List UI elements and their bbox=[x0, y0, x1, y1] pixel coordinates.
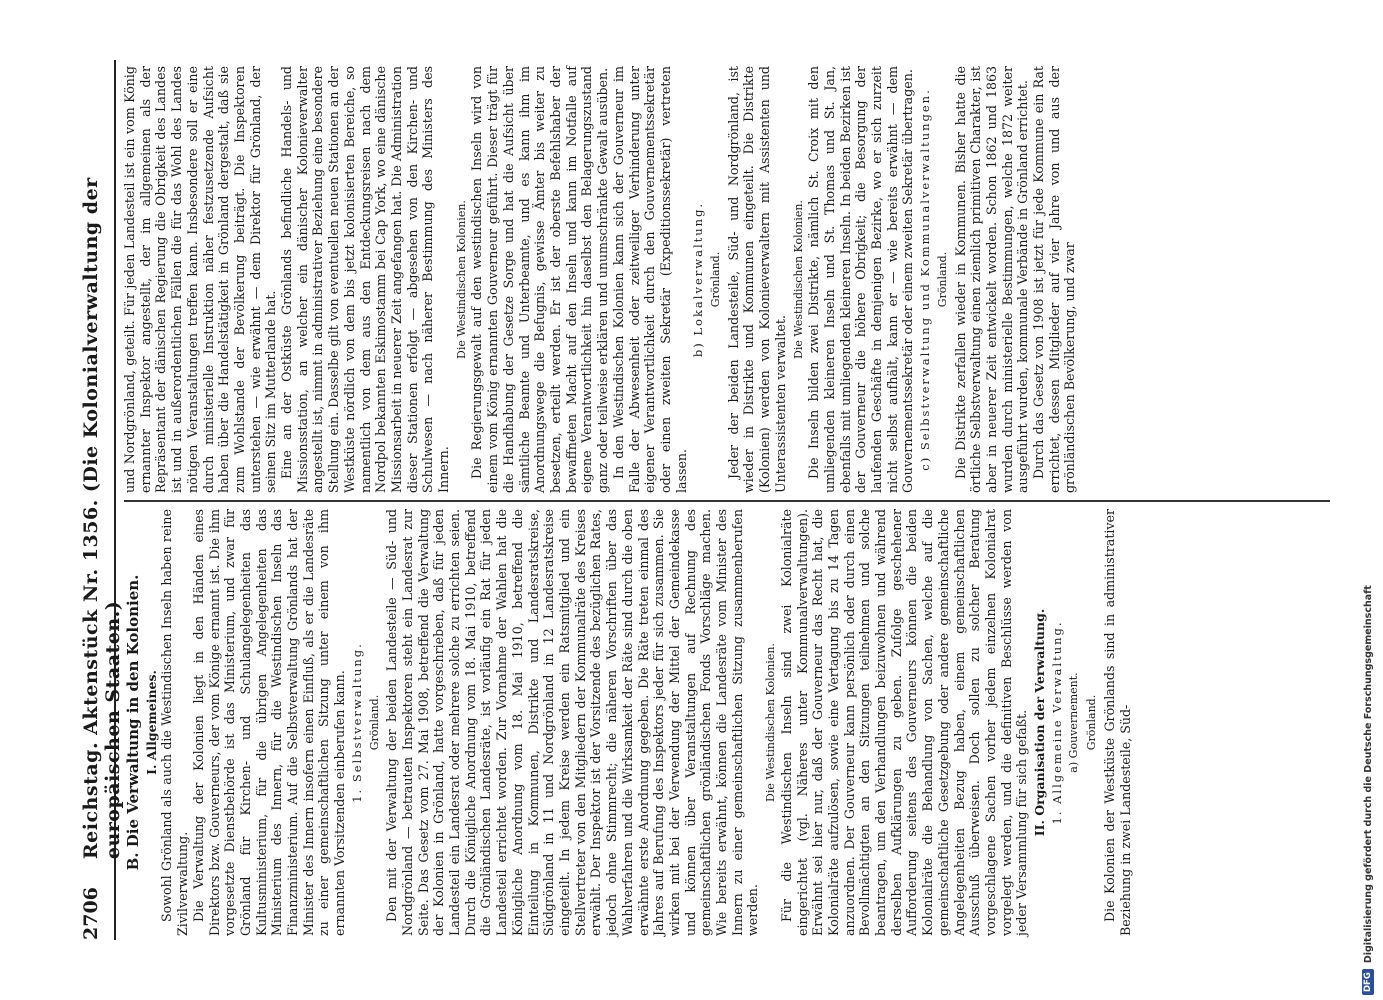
paragraph: Sowohl Grönland als auch die Westindischen Inseln haben reine Zivilverwaltung. bbox=[159, 509, 191, 936]
paragraph: und Nordgrönland, geteilt. Für jeden Landesteil ist ein vom König ernannter Inspektor angestellt, der im allgemeinen als der Repräsentant der dänischen Regierung die Obrigkeit des Landes ist und in außerordentlichen Fällen die für das Wohl des Landes nötigen Veranstaltungen treffen kann. Insbesondere soll er eine durch ministerielle Instruktion näher festzusetzende Aufsicht haben über die Handelstätigkeit in Grönland dergestalt, daß sie zum Wohlstande der Bevölkerung beiträgt. Die Inspektoren unterstehen — wie erwähnt — dem Direktor für Grönland, der seinen Sitz im Mutterlande hat. bbox=[122, 66, 279, 493]
subsection-heading: b) Lokalverwaltung. bbox=[691, 201, 706, 358]
place-heading: Grönland. bbox=[709, 251, 723, 308]
text-columns bbox=[122, 60, 1332, 940]
section-heading-b: B. Die Verwaltung in den Kolonien. bbox=[124, 574, 142, 871]
subsection-heading: c) Selbstverwaltung und Kommunalverwaltungen. bbox=[918, 88, 933, 471]
paragraph: Eine an der Ostküste Grönlands befindliche Handels- und Missionsstation, an welcher ein dänischer Kolonieverwalter angestellt ist, nimmt in administrativer Beziehung eine besondere Stellung ein. Dasselbe gilt von eventuellen neuen Stationen an der Westküste nördlich von dem bis jetzt kolonisierten Bereiche, so namentlich von dem aus den Entdeckungsreisen nach dem Nordpol bekannten Eskimostamm bei Cap York, wo eine dänische Missionsarbeit in neuerer Zeit angefangen hat. Die Administration dieser Stationen erfolgt — abgesehen von den Kirchen- und Schulwesen — nach näherer Bestimmung des Ministers des Innern. bbox=[279, 66, 452, 493]
paragraph: Die Verwaltung der Kolonien liegt in den Händen eines Direktors bzw. Gouverneurs, der vom Könige ernannt ist. Die ihm vorgesetzte Dienstbehörde ist das Ministerium, und zwar für Grönland für Kirchen- und Schulangelegenheiten das Kultusministerium, für die übrigen Angelegenheiten das Ministerium des Innern, für die Westindischen Inseln das Finanzministerium. Auf die Selbstverwaltung Grönlands hat der Minister des Innern insofern einen Einfluß, als er die Landesräte zu einer gemeinschaftlichen Sitzung unter einem von ihm ernannten Vorsitzenden einberufen kann. bbox=[190, 509, 348, 936]
paragraph: Die Distrikte zerfallen wieder in Kommunen. Bisher hatte die örtliche Selbstverwaltung einen ziemlich primitiven Charakter, ist aber in neuerer Zeit entwickelt worden. Schon 1862 und 1863 wurden durch ministerielle Bestimmungen, welche 1872 weiter ausgeführt wurden, kommunale Verbände in Grönland errichtet. bbox=[952, 66, 1031, 493]
subsection-heading: 1. Allgemeine Verwaltung. bbox=[1049, 620, 1064, 825]
column-divider bbox=[124, 500, 1330, 502]
place-heading: Die Westindischen Kolonien. bbox=[764, 643, 778, 802]
column-right bbox=[122, 62, 1332, 497]
paragraph: Für die Westindischen Inseln sind zwei Kolonialräte eingerichtet (vgl. Näheres unter Kommunalverwaltungen). Erwähnt sei hier nur, daß der Gouverneur das Recht hat, die Kolonialräte aufzulösen, sowie eine Vertagung bis zu 14 Tagen anzuordnen. Der Gouverneur kann persönlich oder durch einen Bevollmächtigten an den Sitzungen teilnehmen und solche beantragen, um den Verhandlungen beizuwohnen und während derselben Aufklärungen zu geben. Zufolge geschehener Aufforderung seitens des Gouverneurs können die beiden Kolonialräte die Behandlung von Sachen, welche auf die gemeinschaftliche Gesetzgebung oder andere gemeinschaftliche Angelegenheiten Bezug haben, einem gemeinschaftlichen Ausschuß überweisen. Doch sollen zu solcher Beratung vorgeschlagene Sachen vorher jedem einzelnen Kolonialrat vorgelegt werden, und die definitiven Beschlüsse werden von jeder Versammlung für sich gefaßt. bbox=[778, 509, 1030, 936]
place-heading: Grönland. bbox=[1085, 694, 1099, 751]
paragraph: Jeder der beiden Landesteile, Süd- und Nordgrönland, ist wieder in Distrikte und Kommunen eingeteilt. Die Distrikte (Kolonien) werden von Kolonieverwaltern mit Assistenten und Unterassistenten verwaltet. bbox=[725, 66, 788, 493]
page-number: 2706 bbox=[80, 887, 102, 940]
column-left bbox=[122, 505, 1332, 940]
subsection-heading: 1. Selbstverwaltung. bbox=[349, 642, 364, 803]
place-heading: Grönland. bbox=[367, 694, 381, 751]
paragraph: Die Kolonien der Westküste Grönlands sind in administrativer Beziehung in zwei Landesteile, Süd- bbox=[1101, 509, 1133, 936]
page-header bbox=[80, 60, 124, 940]
place-heading: Grönland. bbox=[935, 251, 949, 308]
digitization-credit bbox=[1360, 0, 1376, 995]
paragraph: Die Inseln bilden zwei Distrikte, nämlich St. Croix mit den umliegenden kleineren Inseln und St. Thomas und St. Jan, ebenfalls mit umliegenden kleineren Inseln. In beiden Bezirken ist der Gouverneur die höhere Obrigkeit; die Besorgung der laufenden Geschäfte in demjenigen Bezirke, wo er sich zurzeit nicht selbst aufhält, kann er — wie bereits erwähnt — dem Gouvernementssekretär oder einem zweiten Sekretär übertragen. bbox=[806, 66, 916, 493]
running-title: Reichstag. Aktenstück Nr. 1356. (Die Kolonialverwaltung der europäischen Staaten.) bbox=[80, 177, 124, 860]
paragraph: Durch das Gesetz von 1908 ist jetzt für jede Kommune ein Rat errichtet, dessen Mitglieder auf vier Jahre von und aus der grönländischen Bevölkerung, und zwar bbox=[1031, 66, 1078, 493]
place-heading: Die Westindischen Kolonien. bbox=[791, 200, 805, 359]
rotated-page bbox=[80, 60, 1340, 940]
paragraph: Den mit der Verwaltung der beiden Landesteile — Süd- und Nordgrönland — betrauten Inspektoren steht ein Landesrat zur Seite. Das Gesetz vom 27. Mai 1908, betreffend die Verwaltung der Kolonien in Grönland, hatte vorgeschrieben, daß für jeden Landesteil ein Landesrat oder mehrere solche zu errichten seien. Durch die Königliche Anordnung vom 18. Mai 1910, betreffend die Grönländischen Landesräte, ist vorläufig ein Rat für jeden Landesteil errichtet worden. Zur Vornahme der Wahlen hat die Königliche Anordnung vom 18. Mai 1910, betreffend die Einteilung in Kommunen, Distrikte und Landesratskreise, Südgrönland in 11 und Nordgrönland in 12 Landesratskreise eingeteilt. In jedem Kreise werden ein Ratsmitglied und ein Stellvertreter von den Mitgliedern der Kommunalräte des Kreises erwählt. Der Inspektor ist der Vorsitzende des bezüglichen Rates, jedoch ohne Stimmrecht; die näheren Vorschriften über das Wahlverfahren und die Wirksamkeit der Räte sind durch die oben erwähnte erste Anordnung gegeben. Die Räte treten einmal des Jahres auf Berufung des Inspektors jeder für sich zusammen. Sie wirken mit bei der Verwendung der Mittel der Gemeindekasse und können über Veranstaltungen auf Rechnung des gemeinschaftlichen grönländischen Fonds Vorschläge machen. Wie bereits erwähnt, können die Landesräte vom Minister des Innern zu einer gemeinschaftlichen Sitzung zusammenberufen werden. bbox=[384, 509, 761, 936]
paragraph: In den Westindischen Kolonien kann sich der Gouverneur im Falle der Abwesenheit oder zeitweiliger Verhinderung unter eigener Verantwortlichkeit durch den Gouvernementssekretär oder einen zweiten Sekretär (Expeditionssekretär) vertreten lassen. bbox=[610, 66, 689, 493]
section-heading-i: I. Allgemeines. bbox=[143, 670, 159, 775]
paragraph: Die Regierungsgewalt auf den westindischen Inseln wird von einem vom König ernannten Gouverneur geführt. Dieser trägt für die Handhabung der Gesetze Sorge und hat die Aufsicht über sämtliche Beamte und Unterbeamte, und es kann ihm im Anordnungswege die Befugnis, gewisse Ämter bis weiter zu besetzen, erteilt werden. Er ist der oberste Befehlshaber der bewaffneten Macht auf den Inseln und kann im Notfalle auf eigene Verantwortlichkeit hin daselbst den Belagerungszustand ganz oder teilweise erklären und unumschränkte Gewalt ausüben. bbox=[469, 66, 611, 493]
dfg-logo: DFG bbox=[1362, 969, 1374, 995]
section-heading-ii: II. Organisation der Verwaltung. bbox=[1032, 608, 1048, 837]
subsection-heading: a) Gouvernement. bbox=[1067, 672, 1081, 773]
place-heading: Die Westindischen Kolonien. bbox=[454, 200, 468, 359]
credit-text: Digitalisierung gefördert durch die Deutsche Forschungsgemeinschaft bbox=[1362, 585, 1374, 964]
